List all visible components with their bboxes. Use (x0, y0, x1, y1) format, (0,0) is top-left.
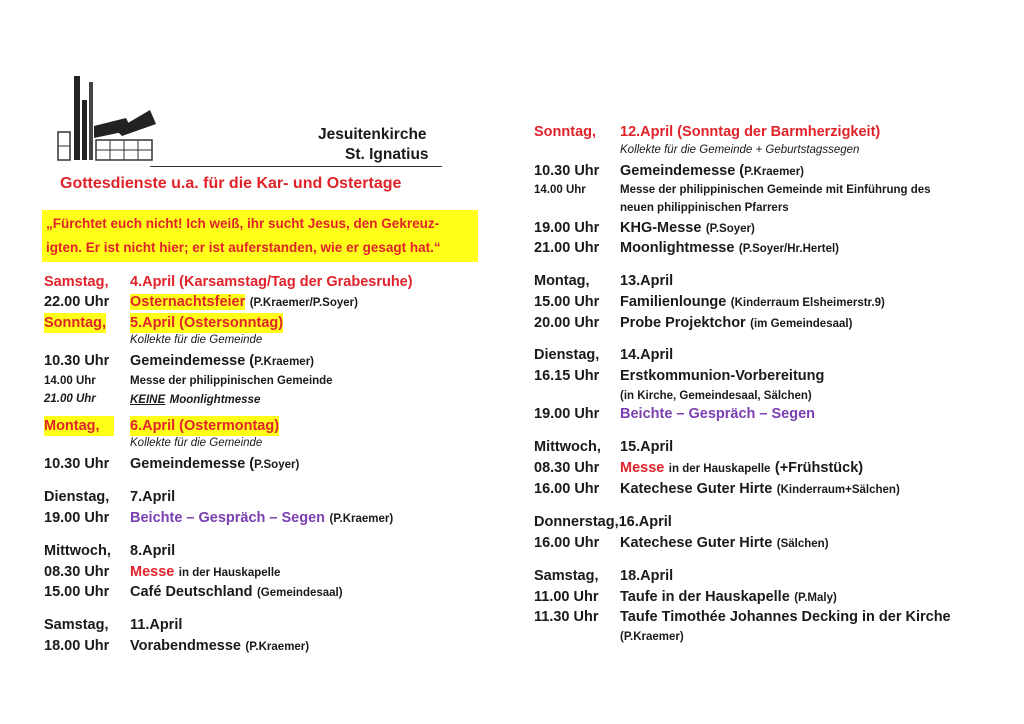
church-name-line1: Jesuitenkirche (318, 126, 427, 143)
church-name-line2: St. Ignatius (345, 146, 429, 163)
page-title: Gottesdienste u.a. für die Kar- und Ostertage (60, 175, 402, 192)
event-detail: (in Kirche, Gemeindesaal, Sälchen) (620, 390, 812, 402)
event-continuation: neuen philippinischen Pfarrers (620, 202, 789, 214)
quote-line2: igten. Er ist nicht hier; er ist auferstanden, wie er gesagt hat.“ (46, 240, 441, 255)
church-building-icon (56, 70, 160, 166)
header-rule (150, 166, 442, 167)
collection-note: Kollekte für die Gemeinde (130, 334, 263, 346)
event-detail: (P.Kraemer) (620, 631, 684, 643)
quote-line1: „Fürchtet euch nicht! Ich weiß, ihr sucht Jesus, den Gekreuz- (46, 216, 440, 231)
collection-note: Kollekte für die Gemeinde (130, 437, 263, 449)
collection-note: Kollekte für die Gemeinde + Geburtstagssegen (620, 144, 860, 156)
church-logo (56, 70, 160, 166)
day-header-thu16: Donnerstag,16.April (534, 514, 672, 530)
